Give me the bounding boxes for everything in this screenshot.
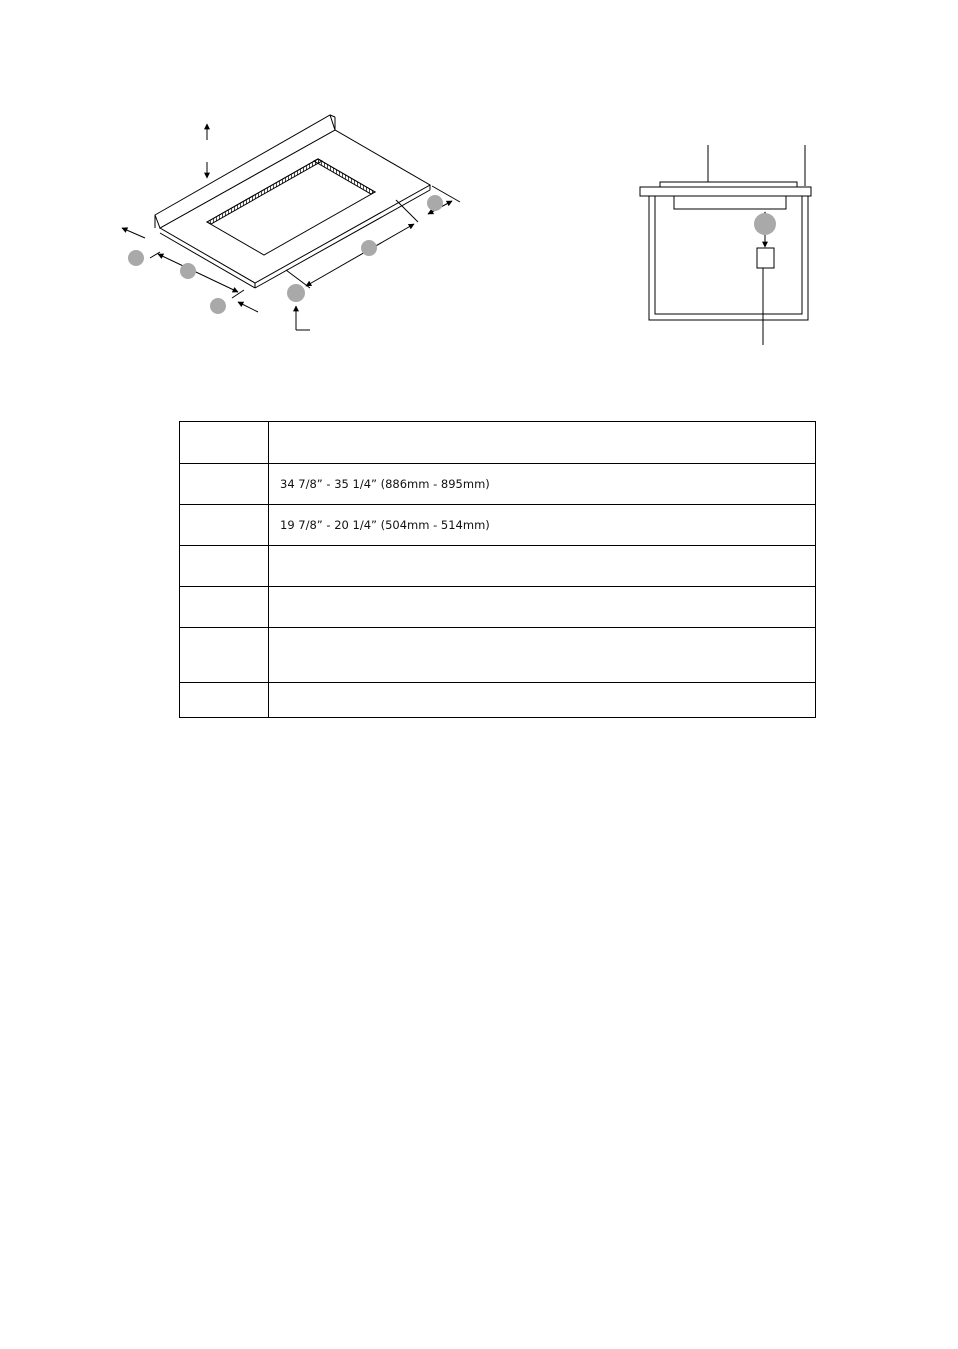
row-value	[269, 587, 816, 628]
row-value	[269, 422, 816, 464]
table-row	[180, 546, 816, 587]
callout-circle-b	[180, 263, 196, 279]
cooktop-glass	[660, 182, 797, 187]
row-value	[269, 683, 816, 718]
dimension-table	[179, 421, 816, 718]
callout-circle-d	[287, 284, 305, 302]
table-row	[180, 628, 816, 683]
callout-circle-g	[754, 213, 776, 235]
row-value	[269, 546, 816, 587]
row-key	[180, 464, 269, 505]
row-value: 34 7/8” - 35 1/4” (886mm - 895mm)	[269, 464, 816, 505]
countertop-cutout-diagram	[110, 100, 470, 350]
callout-circle-c	[210, 298, 226, 314]
row-key	[180, 683, 269, 718]
table-row	[180, 422, 816, 464]
cabinet-outer	[649, 196, 808, 320]
table-row	[180, 587, 816, 628]
row-key	[180, 628, 269, 683]
table-row	[180, 464, 816, 505]
row-key	[180, 587, 269, 628]
front-offset-arrow	[238, 302, 258, 312]
junction-box	[757, 248, 774, 268]
callout-circle-a	[128, 250, 144, 266]
callout-circle-f	[427, 195, 443, 211]
table-row	[180, 683, 816, 718]
cooktop-body	[674, 196, 786, 209]
row-value: 19 7/8” - 20 1/4” (504mm - 514mm)	[269, 505, 816, 546]
row-key	[180, 422, 269, 464]
cabinet-clearance-diagram	[630, 135, 820, 350]
row-key	[180, 505, 269, 546]
table-row	[180, 505, 816, 546]
cabinet-inner	[655, 196, 802, 314]
row-value	[269, 628, 816, 683]
countertop-section	[640, 187, 811, 196]
row-key	[180, 546, 269, 587]
left-depth-arrow	[122, 228, 145, 238]
callout-circle-e	[361, 240, 377, 256]
